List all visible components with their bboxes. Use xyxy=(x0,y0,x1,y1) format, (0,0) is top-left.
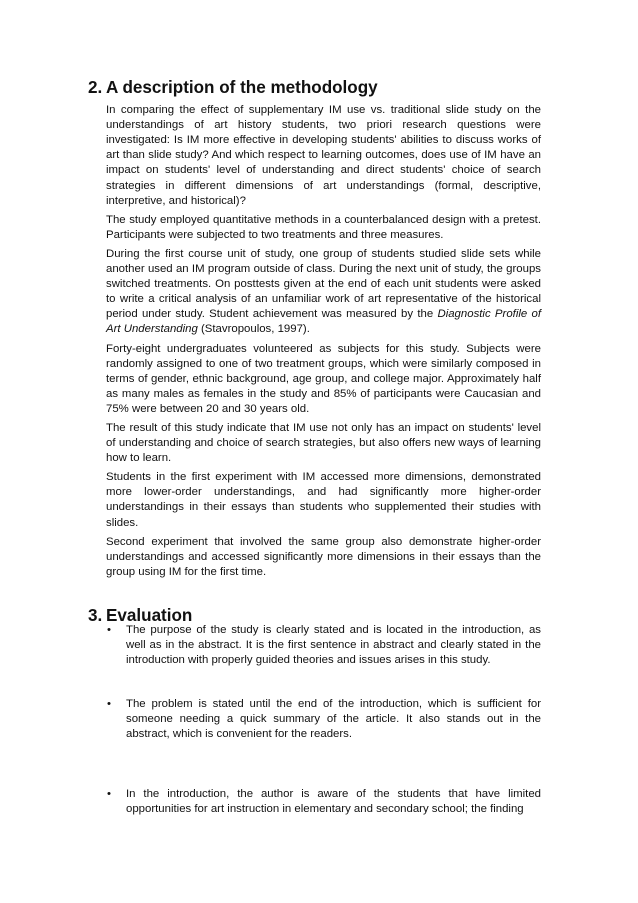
paragraph-second-experiment: Second experiment that involved the same group also demonstrate higher-order understandings and accessed significantly more dimensions in their essays than the group using IM for the first time. xyxy=(106,535,541,578)
section-number: 3. xyxy=(88,606,103,625)
section-heading xyxy=(88,80,546,95)
bullet-icon: • xyxy=(107,698,111,710)
list-item-text: The problem is stated until the end of the introduction, which is sufficient for someone needing a quick summary of the article. It also stands out in the abstract, which is convenient for the readers. xyxy=(126,698,541,741)
paragraph-procedure-text: During the first course unit of study, one group of students studied slide sets while another used an IM program outside of class. During the next unit of study, the groups switched treatments. On posttests given at the end of each unit students were asked to write a critical analysis of an unfamiliar work of art representative of the historical period under study. Student achievement was measured by the xyxy=(106,247,541,321)
paragraph-subjects: Forty-eight undergraduates volunteered as subjects for this study. Subjects were randomly assigned to one of two treatment groups, which were similarly composed in terms of gender, ethnic background, age group, and college major. Approximately half as many males as females in the study and 85% of participants were Caucasian and 75% were between 20 and 30 years old. xyxy=(106,342,541,415)
list-item-text: The purpose of the study is clearly stated and is located in the introduction, as well as in the abstract. It is the first sentence in abstract and clearly stated in the introduction with properly guided theories and issues arises in this study. xyxy=(126,624,541,667)
section-title: A description of the methodology xyxy=(106,78,378,97)
bullet-icon: • xyxy=(107,624,111,636)
section-heading xyxy=(88,608,546,623)
paragraph-procedure-citation: (Stavropoulos, 1997). xyxy=(197,323,310,336)
list-item xyxy=(104,697,541,742)
section-methodology xyxy=(88,80,546,580)
paragraph-first-experiment: Students in the first experiment with IM accessed more dimensions, demonstrated more lower-order understandings, and had significantly more higher-order understandings in their essays than students who supplemented their studies with slides. xyxy=(106,471,541,529)
list-item xyxy=(104,623,541,668)
list-item-text: In the introduction, the author is aware of the students that have limited opportunities for art instruction in elementary and secondary school; the finding xyxy=(126,788,541,816)
paragraph-study-design: The study employed quantitative methods in a counterbalanced design with a pretest. Participants were subjected to two treatments and three measures. xyxy=(106,213,541,241)
section-evaluation xyxy=(88,606,546,816)
bullet-icon: • xyxy=(107,788,111,800)
section-body xyxy=(106,103,541,580)
instrument-title: Diagnostic Profile of Art Understanding xyxy=(106,308,541,336)
paragraph-results: The result of this study indicate that IM use not only has an impact on students' level of understanding and choice of search strategies, but also offers new ways of learning how to learn. xyxy=(106,421,541,465)
paragraph-research-questions: In comparing the effect of supplementary IM use vs. traditional slide study on the understandings of art history students, two priori research questions were investigated: Is IM more effective in developing students' abilities to discuss works of art than slide study? And which respect to learning outcomes, does use of IM have an impact on students' level of understanding and direct students' choice of search strategies in different dimensions of art understandings (formal, descriptive, interpretive, and historical)? xyxy=(106,104,541,207)
section-title: Evaluation xyxy=(106,606,193,625)
paragraph-procedure xyxy=(106,247,541,338)
list-item xyxy=(104,787,541,817)
section-number: 2. xyxy=(88,78,103,97)
